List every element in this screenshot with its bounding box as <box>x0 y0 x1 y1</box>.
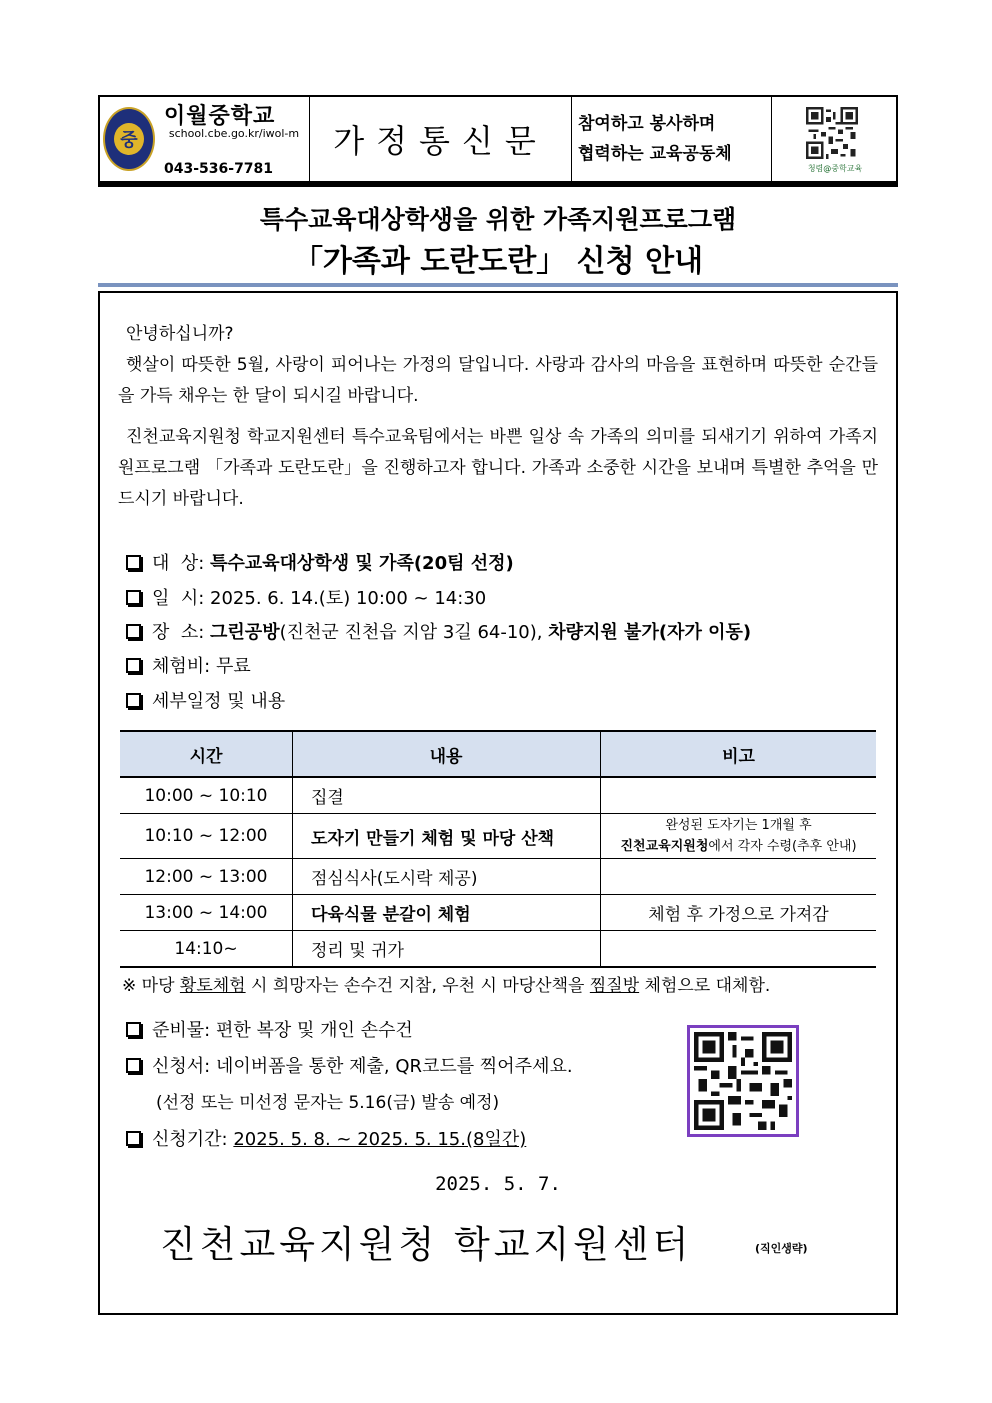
period-label: 신청기간: <box>152 1129 228 1150</box>
header-content: 내용 <box>293 731 601 777</box>
newsletter-title: 가정통신문 <box>333 122 548 160</box>
datetime-label: 일 시: <box>152 588 205 609</box>
footnote <box>122 971 770 996</box>
footnote-part-3: 체험으로 대체함. <box>639 976 771 996</box>
newsletter-header <box>98 95 898 183</box>
info-place <box>126 618 751 644</box>
checkbox-icon <box>126 1058 141 1073</box>
row-content: 도자기 만들기 체험 및 마당 산책 <box>293 814 601 859</box>
row-time: 10:10 ~ 12:00 <box>120 814 293 859</box>
datetime-value: 2025. 6. 14.(토) 10:00 ~ 14:30 <box>210 588 487 609</box>
intro-paragraph-2: 진천교육지원청 학교지원센터 특수교육팀에서는 바쁜 일상 속 가족의 의미를 되새기기 위하여 가족지원프로그램 「가족과 도란도란」을 진행하고자 합니다. 가족과 소중한 시간을 보내며 특별한 추억을 만드시기 바랍니다. <box>118 427 878 509</box>
footnote-part-1: ※ 마당 <box>122 976 180 996</box>
place-note: 차량지원 불가(자가 이동) <box>548 622 752 643</box>
target-value: 특수교육대상학생 및 가족(20팀 선정) <box>210 553 514 574</box>
school-url[interactable]: school.cbe.go.kr/iwol-m <box>168 127 300 140</box>
emblem-glyph: 중 <box>114 123 144 155</box>
motto-line-2: 협력하는 교육공동체 <box>578 144 732 164</box>
qr-code-icon[interactable] <box>690 1028 796 1134</box>
title-line-1: 특수교육대상학생을 위한 가족지원프로그램 <box>259 205 737 234</box>
prep-value: 편한 복장 및 개인 손수건 <box>215 1020 413 1041</box>
table-row <box>120 931 876 968</box>
header-divider <box>98 183 898 187</box>
qr-caption: 청렴@중학교육 <box>807 164 863 173</box>
apply-value: 네이버폼을 통한 제출, QR코드를 찍어주세요. <box>215 1056 573 1077</box>
issuing-organization: 진천교육지원청 학교지원센터 <box>160 1223 693 1266</box>
row-note <box>601 814 877 859</box>
target-label: 대 상: <box>152 553 205 574</box>
checkbox-icon <box>126 590 141 605</box>
checkbox-icon <box>126 658 141 673</box>
detail-label: 세부일정 및 내용 <box>152 691 286 712</box>
table-header-row <box>120 731 876 777</box>
period-value: 2025. 5. 8. ~ 2025. 5. 15.(8일간) <box>233 1129 527 1150</box>
seal-omitted: (직인생략) <box>755 1242 808 1255</box>
row-note <box>601 859 877 895</box>
row-note-line-2: 에서 각자 수령(추후 안내) <box>708 839 857 854</box>
newsletter-title-cell <box>310 97 572 181</box>
fee-value: 무료 <box>215 656 251 677</box>
row-time: 10:00 ~ 10:10 <box>120 777 293 814</box>
row-content: 다육식물 분갈이 체험 <box>293 895 601 931</box>
place-name: 그린공방 <box>210 622 280 643</box>
school-emblem-icon <box>103 107 155 171</box>
footnote-underline-1: 황토체험 <box>179 976 246 996</box>
header-note: 비고 <box>601 731 877 777</box>
row-time: 12:00 ~ 13:00 <box>120 859 293 895</box>
checkbox-icon <box>126 693 141 708</box>
title-divider <box>98 283 898 287</box>
row-time: 13:00 ~ 14:00 <box>120 895 293 931</box>
row-time: 14:10~ <box>120 931 293 968</box>
school-info <box>100 97 310 181</box>
row-note: 체험 후 가정으로 가져감 <box>601 895 877 931</box>
fee-label: 체험비: <box>152 656 211 677</box>
row-content: 점심식사(도시락 제공) <box>293 859 601 895</box>
school-name: 이월중학교 <box>164 104 276 129</box>
apply-label: 신청서: <box>152 1056 211 1077</box>
info-datetime <box>126 584 486 610</box>
checkbox-icon <box>126 555 141 570</box>
checkbox-icon <box>126 624 141 639</box>
intro-paragraph-1: 햇살이 따뜻한 5월, 사랑이 피어나는 가정의 달입니다. 사랑과 감사의 마음을 표현하며 따뜻한 순간들을 가득 채우는 한 달이 되시길 바랍니다. <box>118 355 878 406</box>
place-label: 장 소: <box>152 622 205 643</box>
header-qr <box>772 97 898 181</box>
schedule-table <box>120 730 876 968</box>
greeting: 안녕하십니까? <box>126 324 234 344</box>
info-detail <box>126 687 285 713</box>
row-content: 집결 <box>293 777 601 814</box>
footnote-underline-2: 찜질방 <box>589 976 640 996</box>
info-prep <box>126 1016 413 1042</box>
footnote-part-2: 시 희망자는 손수건 지참, 우천 시 마당산책을 <box>245 976 590 996</box>
info-target <box>126 549 514 575</box>
info-period <box>126 1125 526 1151</box>
info-apply <box>126 1052 573 1078</box>
place-address: (진천군 진천읍 지암 3길 64-10), <box>279 622 543 643</box>
checkbox-icon <box>126 1131 141 1146</box>
header-time: 시간 <box>120 731 293 777</box>
table-row <box>120 814 876 859</box>
table-row <box>120 777 876 814</box>
checkbox-icon <box>126 1022 141 1037</box>
row-note <box>601 931 877 968</box>
apply-subnote: (선정 또는 미선정 문자는 5.16(금) 발송 예정) <box>156 1093 500 1113</box>
info-fee <box>126 652 251 678</box>
table-row <box>120 895 876 931</box>
row-note-line-1: 완성된 도자기는 1개월 후 <box>665 818 812 833</box>
motto-line-1: 참여하고 봉사하며 <box>578 114 716 134</box>
table-row <box>120 859 876 895</box>
application-qr[interactable] <box>687 1025 799 1137</box>
motto <box>572 97 772 181</box>
row-note <box>601 777 877 814</box>
prep-label: 준비물: <box>152 1020 211 1041</box>
row-note-bold: 진천교육지원청 <box>620 839 709 854</box>
title-line-2: 「가족과 도란도란」 신청 안내 <box>292 244 704 279</box>
issue-date: 2025. 5. 7. <box>435 1173 561 1195</box>
school-phone: 043-536-7781 <box>164 161 274 177</box>
qr-code-icon[interactable] <box>806 107 858 159</box>
row-content: 정리 및 귀가 <box>293 931 601 968</box>
